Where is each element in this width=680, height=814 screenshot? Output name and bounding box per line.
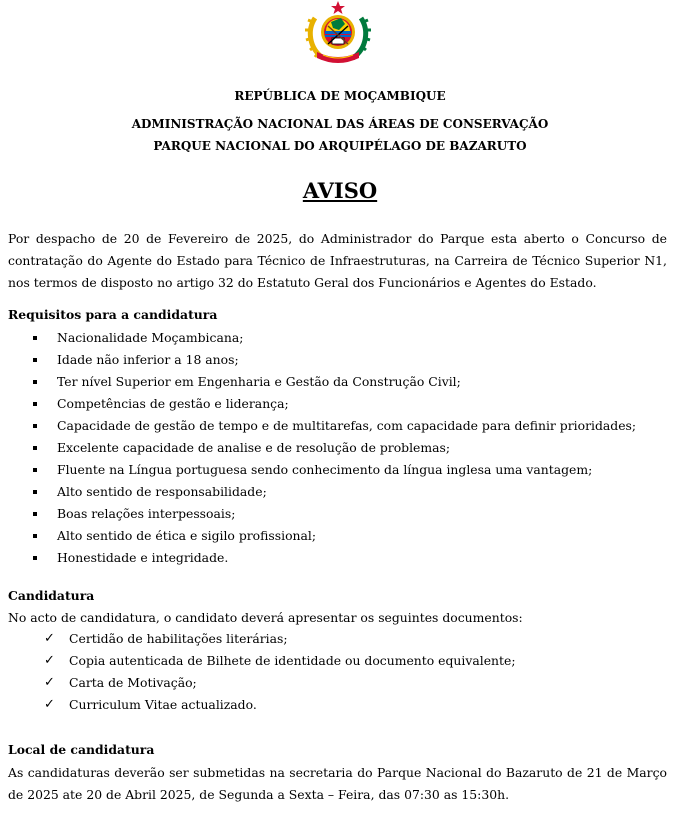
checkmark-icon: ✓ <box>44 675 55 690</box>
bullet-icon <box>33 534 37 538</box>
requisitos-heading: Requisitos para a candidatura <box>8 307 218 322</box>
bullet-icon <box>33 424 37 428</box>
bullet-icon <box>33 446 37 450</box>
bullet-icon <box>33 556 37 560</box>
local-heading: Local de candidatura <box>8 742 155 757</box>
list-item: Ter nível Superior em Engenharia e Gestão da Construção Civil; <box>0 371 680 393</box>
bullet-icon <box>33 468 37 472</box>
list-item: Honestidade e integridade. <box>0 547 680 569</box>
mozambique-emblem <box>301 0 375 66</box>
list-item: Nacionalidade Moçambicana; <box>0 327 680 349</box>
list-item: Fluente na Língua portuguesa sendo conhecimento da língua inglesa uma vantagem; <box>0 459 680 481</box>
local-paragraph: As candidaturas deverão ser submetidas na secretaria do Parque Nacional do Bazaruto de 21 de Março de 2025 ate 20 de Abril 2025, de Segunda a Sexta – Feira, das 07:30 as 15:30h. <box>8 765 667 802</box>
list-item: Idade não inferior a 18 anos; <box>0 349 680 371</box>
list-item: ✓ Carta de Motivação; <box>0 672 680 694</box>
list-item: Competências de gestão e liderança; <box>0 393 680 415</box>
list-item: Capacidade de gestão de tempo e de multitarefas, com capacidade para definir prioridades; <box>0 415 680 437</box>
list-item: ✓ Certidão de habilitações literárias; <box>0 628 680 650</box>
bullet-icon <box>33 380 37 384</box>
requisitos-list <box>0 327 680 569</box>
list-item: Alto sentido de ética e sigilo profissional; <box>0 525 680 547</box>
candidatura-heading: Candidatura <box>8 588 95 603</box>
bullet-icon <box>33 402 37 406</box>
checkmark-icon: ✓ <box>44 631 55 646</box>
header-park: PARQUE NACIONAL DO ARQUIPÉLAGO DE BAZARUTO <box>153 139 527 153</box>
bullet-icon <box>33 490 37 494</box>
checkmark-icon: ✓ <box>44 653 55 668</box>
checkmark-icon: ✓ <box>44 697 55 712</box>
header-agency: ADMINISTRAÇÃO NACIONAL DAS ÁREAS DE CONSERVAÇÃO <box>131 117 549 131</box>
intro-paragraph: Por despacho de 20 de Fevereiro de 2025, do Administrador do Parque esta aberto o Concurso de contratação do Agente do Estado para Técnico de Infraestruturas, na Carreira de Técnico Superior N1, nos termos de disposto no artigo 32 do Estatuto Geral dos Funcionários e Agentes do Estado. <box>8 231 667 290</box>
bullet-icon <box>33 358 37 362</box>
list-item: Boas relações interpessoais; <box>0 503 680 525</box>
header-country: REPÚBLICA DE MOÇAMBIQUE <box>234 89 446 103</box>
candidatura-intro: No acto de candidatura, o candidato deverá apresentar os seguintes documentos: <box>8 610 523 625</box>
list-item: ✓ Curriculum Vitae actualizado. <box>0 694 680 716</box>
bullet-icon <box>33 336 37 340</box>
bullet-icon <box>33 512 37 516</box>
documentos-list <box>0 628 680 716</box>
list-item: Excelente capacidade de analise e de resolução de problemas; <box>0 437 680 459</box>
list-item: ✓ Copia autenticada de Bilhete de identidade ou documento equivalente; <box>0 650 680 672</box>
list-item: Alto sentido de responsabilidade; <box>0 481 680 503</box>
notice-title: AVISO <box>302 178 378 203</box>
